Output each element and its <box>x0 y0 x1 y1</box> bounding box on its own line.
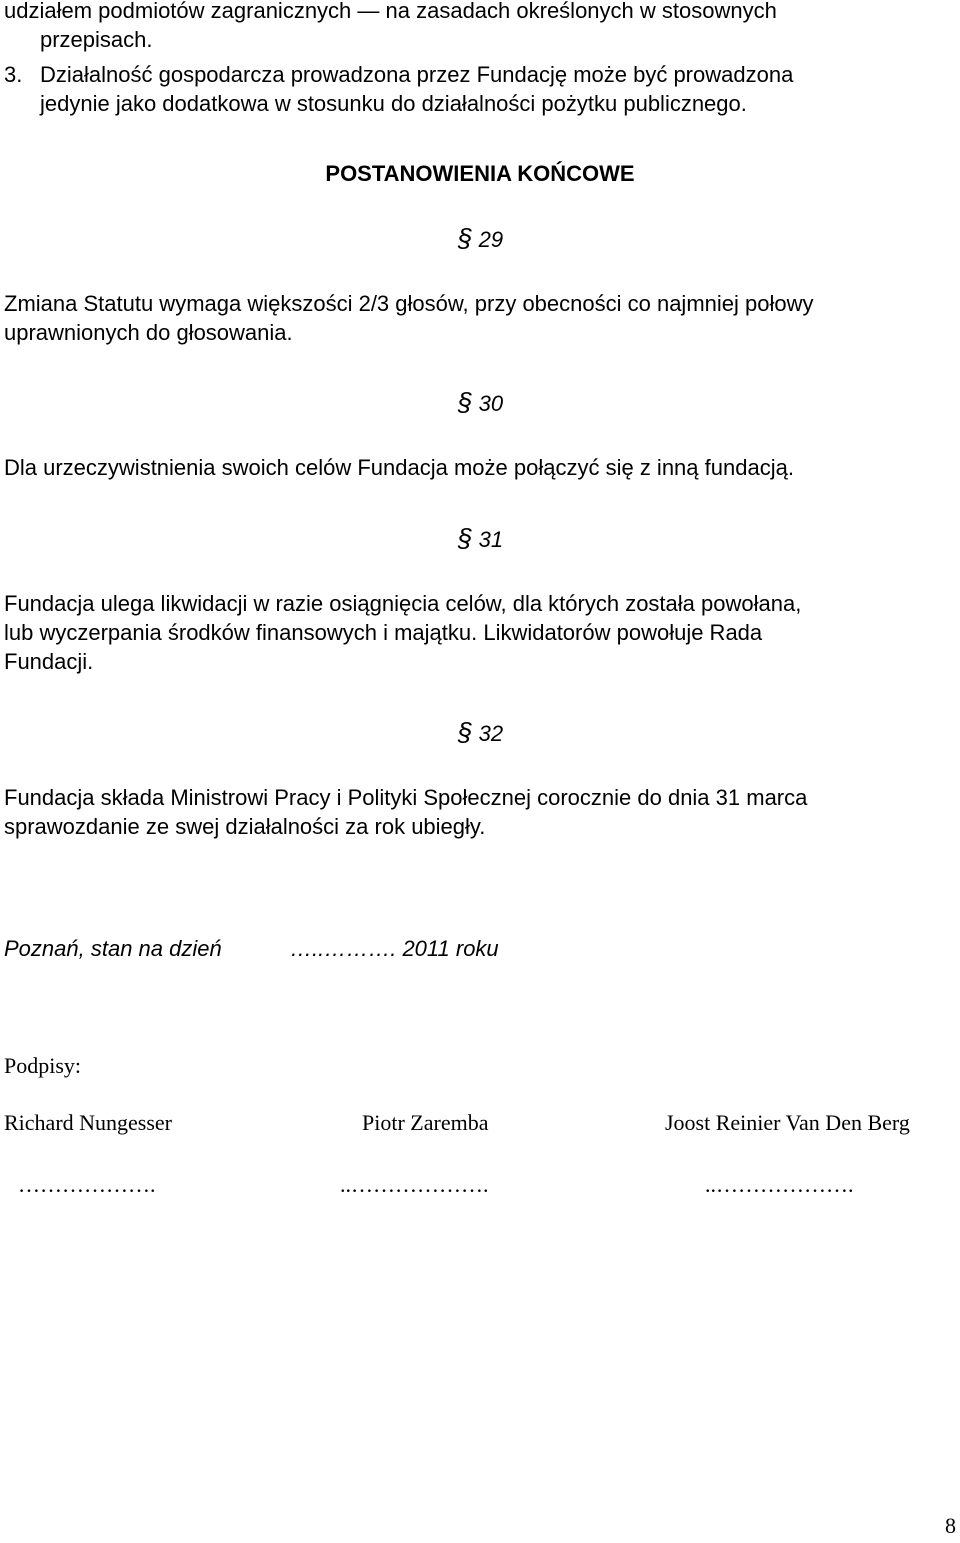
section-icon: § <box>458 223 473 253</box>
paragraph-number: 32 <box>478 721 504 746</box>
paragraph-marker-29 <box>458 223 503 254</box>
section-heading: POSTANOWIENIA KOŃCOWE <box>325 161 635 186</box>
text-line: Zmiana Statutu wymaga większości 2/3 głosów, przy obecności co najmniej połowy <box>4 291 814 316</box>
paragraph-marker-30 <box>458 387 503 418</box>
paragraph-marker-32 <box>458 717 503 748</box>
signatory-name: Richard Nungesser <box>4 1110 173 1135</box>
paragraph-number: 29 <box>478 227 504 252</box>
text-line: Fundacja ulega likwidacji w razie osiągnięcia celów, dla których została powołana, <box>4 591 802 616</box>
text-line: udziałem podmiotów zagranicznych — na zasadach określonych w stosownych <box>4 0 777 23</box>
paragraph-number: 31 <box>478 527 504 552</box>
page-number: 8 <box>945 1513 956 1538</box>
text-line: sprawozdanie ze swej działalności za rok ubiegły. <box>4 814 486 839</box>
text-line: przepisach. <box>40 27 153 52</box>
signature-line: ..………………. <box>705 1172 854 1197</box>
list-number: 3. <box>4 62 23 87</box>
text-line: Fundacji. <box>4 649 94 674</box>
section-icon: § <box>458 387 473 417</box>
section-icon: § <box>458 717 473 747</box>
signatory-name: Piotr Zaremba <box>362 1110 489 1135</box>
signatures-label: Podpisy: <box>4 1053 82 1078</box>
section-icon: § <box>458 523 473 553</box>
text-line: Dla urzeczywistnienia swoich celów Fundacja może połączyć się z inną fundacją. <box>4 455 794 480</box>
signatory-name: Joost Reinier Van Den Berg <box>665 1110 910 1135</box>
paragraph-number: 30 <box>478 391 504 416</box>
text-line: Działalność gospodarcza prowadzona przez Fundację może być prowadzona <box>40 62 794 87</box>
signature-line: ..………………. <box>340 1172 489 1197</box>
text-line: lub wyczerpania środków finansowych i majątku. Likwidatorów powołuje Rada <box>4 620 763 645</box>
place-date-value: …..………. 2011 roku <box>290 936 499 961</box>
place-date-label: Poznań, stan na dzień <box>4 936 222 961</box>
text-line: jedynie jako dodatkowa w stosunku do działalności pożytku publicznego. <box>40 91 747 116</box>
paragraph-marker-31 <box>458 523 503 554</box>
text-line: uprawnionych do głosowania. <box>4 320 293 345</box>
text-line: Fundacja składa Ministrowi Pracy i Polityki Społecznej corocznie do dnia 31 marca <box>4 785 808 810</box>
signature-line: ………………. <box>18 1172 156 1197</box>
